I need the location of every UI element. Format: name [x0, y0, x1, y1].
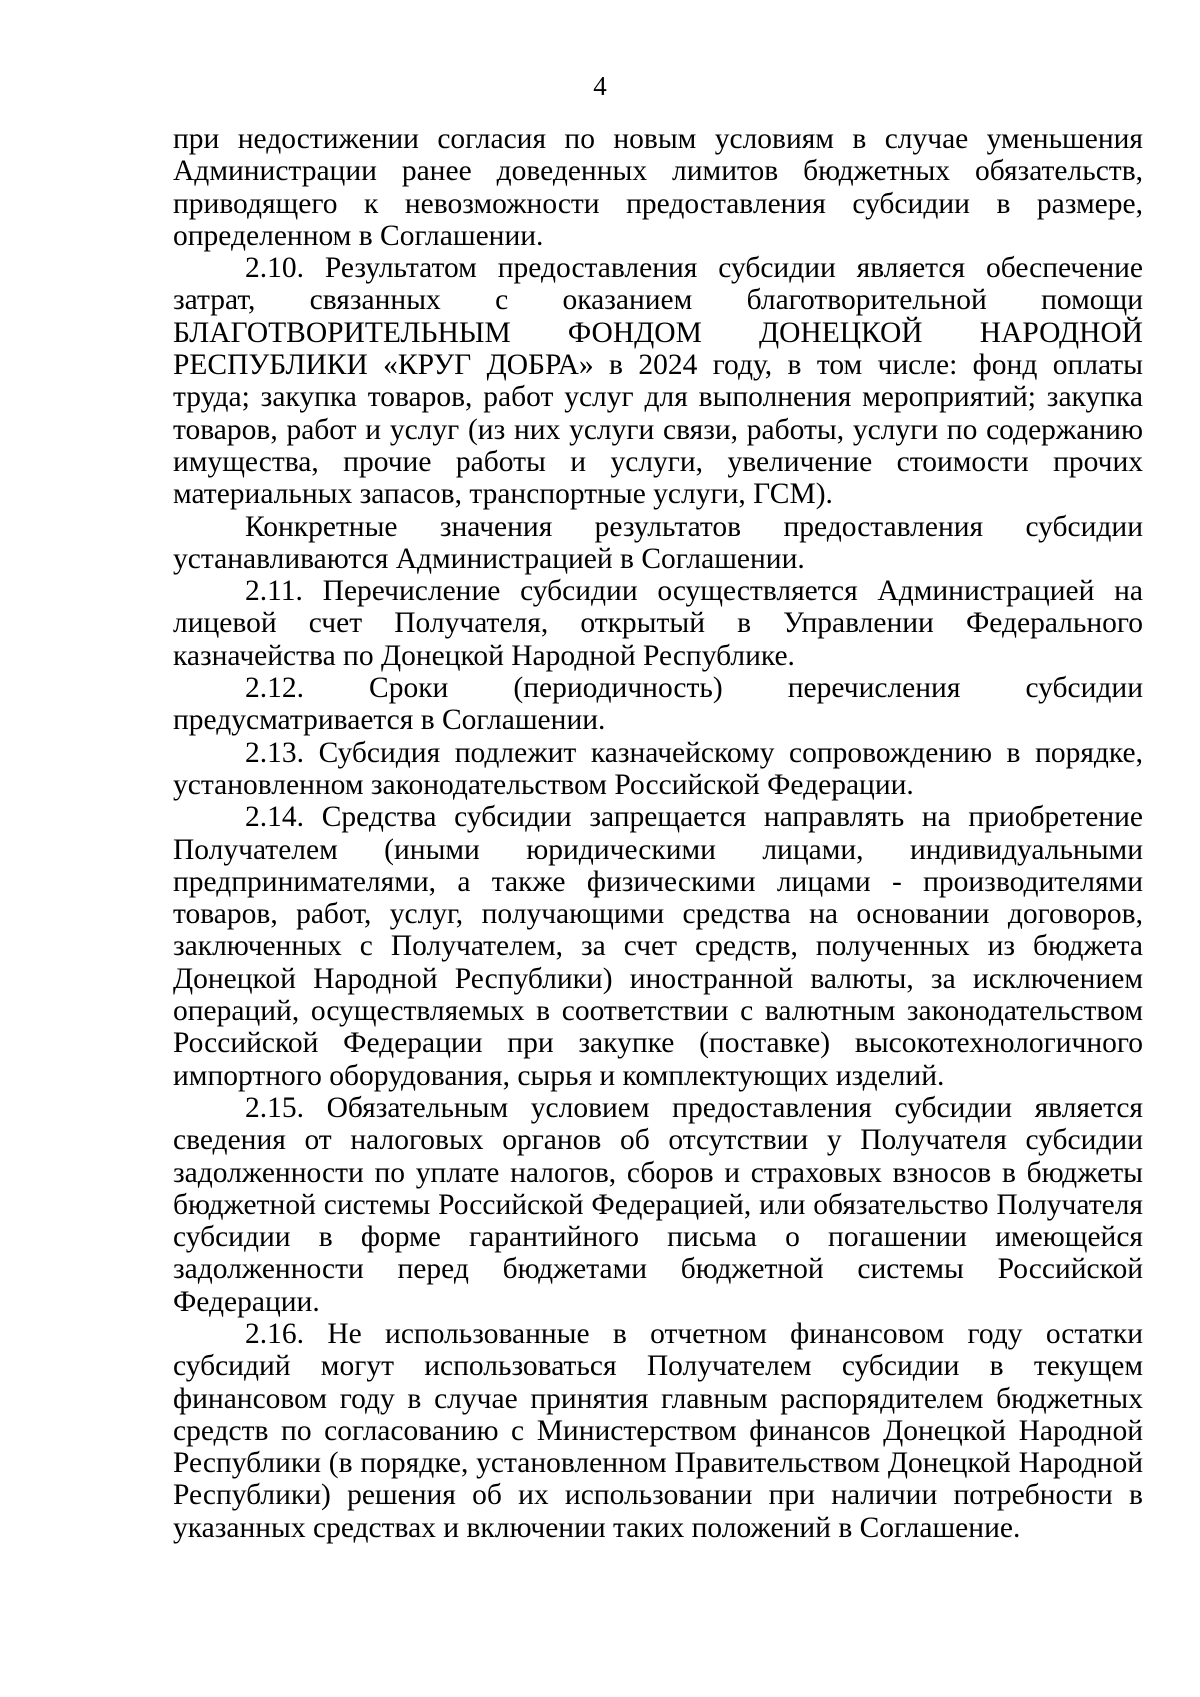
paragraph-result-values: Конкретные значения результатов предоставления субсидии устанавливаются Администрацией в Соглашении. — [173, 510, 1143, 575]
paragraph-2-15: 2.15. Обязательным условием предоставления субсидии является сведения от налоговых органов об отсутствии у Получателя субсидии задолженности по уплате налогов, сборов и страховых взносов в бюджеты бюджетной системы Российской Федерацией, или обязательство Получателя субсидии в форме гарантийного письма о погашении имеющейся задолженности перед бюджетами бюджетной системы Российской Федерации. — [173, 1091, 1143, 1318]
paragraph-continuation: при недостижении согласия по новым условиям в случае уменьшения Администрации ранее доведенных лимитов бюджетных обязательств, приводящего к невозможности предоставления субсидии в размере, определенном в Соглашении. — [173, 123, 1143, 252]
paragraph-2-12: 2.12. Сроки (периодичность) перечисления субсидии предусматривается в Соглашении. — [173, 672, 1143, 737]
paragraph-2-13: 2.13. Субсидия подлежит казначейскому сопровождению в порядке, установленном законодательством Российской Федерации. — [173, 736, 1143, 801]
paragraph-2-14: 2.14. Средства субсидии запрещается направлять на приобретение Получателем (иными юридическими лицами, индивидуальными предпринимателями, а также физическими лицами - производителями товаров, работ, услуг, получающими средства на основании договоров, заключенных с Получателем, за счет средств, полученных из бюджета Донецкой Народной Республики) иностранной валюты, за исключением операций, осуществляемых в соответствии с валютным законодательством Российской Федерации при закупке (поставке) высокотехнологичного импортного оборудования, сырья и комплектующих изделий. — [173, 801, 1143, 1092]
paragraph-2-11: 2.11. Перечисление субсидии осуществляется Администрацией на лицевой счет Получателя, открытый в Управлении Федерального казначейства по Донецкой Народной Республике. — [173, 575, 1143, 672]
paragraph-2-16: 2.16. Не использованные в отчетном финансовом году остатки субсидий могут использоваться Получателем субсидии в текущем финансовом году в случае принятия главным распорядителем бюджетных средств по согласованию с Министерством финансов Донецкой Народной Республики (в порядке, установленном Правительством Донецкой Народной Республики) решения об их использовании при наличии потребности в указанных средствах и включении таких положений в Соглашение. — [173, 1317, 1143, 1544]
document-body — [173, 123, 1143, 1544]
paragraph-2-10: 2.10. Результатом предоставления субсидии является обеспечение затрат, связанных с оказанием благотворительной помощи БЛАГОТВОРИТЕЛЬНЫМ ФОНДОМ ДОНЕЦКОЙ НАРОДНОЙ РЕСПУБЛИКИ «КРУГ ДОБРА» в 2024 году, в том числе: фонд оплаты труда; закупка товаров, работ услуг для выполнения мероприятий; закупка товаров, работ и услуг (из них услуги связи, работы, услуги по содержанию имущества, прочие работы и услуги, увеличение стоимости прочих материальных запасов, транспортные услуги, ГСМ). — [173, 252, 1143, 511]
page-number: 4 — [593, 71, 607, 101]
